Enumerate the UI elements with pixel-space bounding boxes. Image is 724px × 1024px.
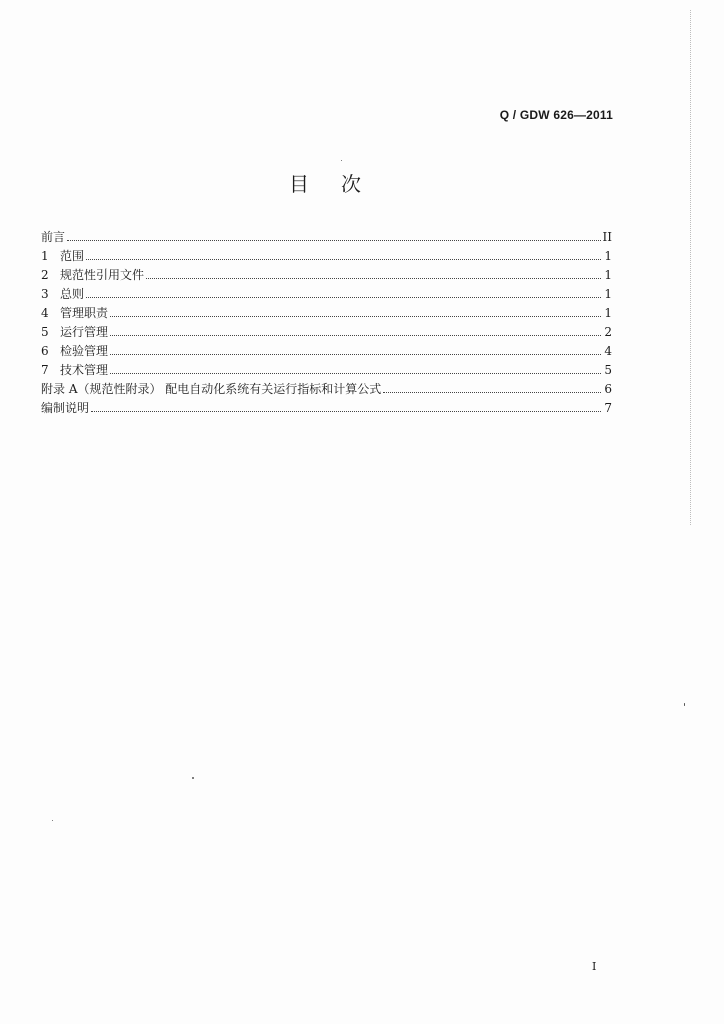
- toc-leader: [110, 372, 601, 374]
- toc-entry-page: 5: [604, 363, 612, 377]
- toc-entry-label: 前言: [41, 230, 66, 244]
- scan-speck: [341, 160, 342, 161]
- toc-title-char-2: 次: [341, 172, 361, 196]
- toc-entry-page: 1: [604, 287, 612, 301]
- toc-entry-page: 1: [604, 249, 612, 263]
- toc-entry-management-responsibilities[interactable]: [41, 304, 612, 323]
- scan-edge-line: [690, 10, 691, 525]
- toc-entry-number: 6: [41, 344, 49, 358]
- scan-speck: [52, 820, 53, 821]
- standard-code: Q / GDW 626—2011: [499, 108, 613, 122]
- toc-entry-label: 范围: [60, 249, 85, 263]
- toc-entry-label: 总则: [60, 287, 85, 301]
- toc-entry-page: II: [602, 230, 612, 244]
- toc-leader: [110, 353, 601, 355]
- toc-entry-operation-management[interactable]: [41, 323, 612, 342]
- toc-leader: [91, 410, 601, 412]
- toc-entry-foreword[interactable]: [41, 228, 612, 247]
- toc-entry-general-principles[interactable]: [41, 285, 612, 304]
- toc-entry-page: 1: [604, 268, 612, 282]
- toc-entry-number: 3: [41, 287, 49, 301]
- toc-leader: [383, 391, 601, 393]
- toc-title-char-1: 目: [289, 172, 309, 196]
- page-number: I: [592, 960, 597, 973]
- toc-leader: [110, 315, 601, 317]
- toc-entry-page: 6: [604, 382, 612, 396]
- toc-entry-normative-references[interactable]: [41, 266, 612, 285]
- toc-entry-number: 1: [41, 249, 49, 263]
- toc-entry-label: 管理职责: [60, 306, 109, 320]
- toc-entry-number: 7: [41, 363, 49, 377]
- toc-entry-page: 1: [604, 306, 612, 320]
- toc-leader: [146, 277, 601, 279]
- toc-entry-page: 4: [604, 344, 612, 358]
- toc-entry-label: 检验管理: [60, 344, 109, 358]
- toc-entry-page: 7: [604, 401, 612, 415]
- toc-list: [41, 228, 612, 418]
- toc-leader: [86, 258, 601, 260]
- toc-entry-label: 运行管理: [60, 325, 109, 339]
- toc-entry-number: 4: [41, 306, 49, 320]
- toc-entry-page: 2: [604, 325, 612, 339]
- toc-leader: [67, 239, 601, 241]
- scan-speck: [684, 703, 685, 706]
- toc-entry-technical-management[interactable]: [41, 361, 612, 380]
- scan-speck: [192, 777, 194, 779]
- toc-entry-appendix-a[interactable]: [41, 380, 612, 399]
- toc-entry-number: 2: [41, 268, 49, 282]
- toc-entry-label: 附录 A（规范性附录） 配电自动化系统有关运行指标和计算公式: [41, 382, 382, 396]
- toc-title: [289, 168, 361, 197]
- toc-entry-label: 编制说明: [41, 401, 90, 415]
- toc-leader: [86, 296, 601, 298]
- toc-entry-scope[interactable]: [41, 247, 612, 266]
- toc-leader: [110, 334, 601, 336]
- toc-entry-label: 技术管理: [60, 363, 109, 377]
- toc-entry-number: 5: [41, 325, 49, 339]
- toc-entry-compilation-notes[interactable]: [41, 399, 612, 418]
- toc-entry-label: 规范性引用文件: [60, 268, 145, 282]
- toc-entry-inspection-management[interactable]: [41, 342, 612, 361]
